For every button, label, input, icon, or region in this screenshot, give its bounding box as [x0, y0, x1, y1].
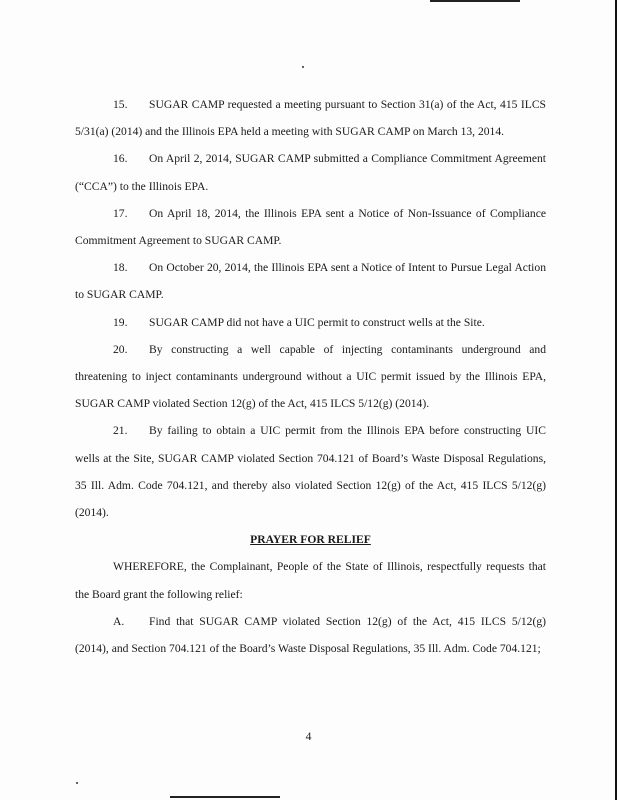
numbered-paragraph: [75, 91, 546, 145]
scan-artifact-dot: [76, 782, 78, 784]
paragraph-text: On April 18, 2014, the Illinois EPA sent a Notice of Non-Issuance of Compliance Commitment Agreement to SUGAR CAMP.: [75, 206, 546, 248]
paragraph-text: By failing to obtain a UIC permit from the Illinois EPA before constructing UIC wells at the Site, SUGAR CAMP violated Section 704.121 of Board’s Waste Disposal Regulations, 35 Ill. Adm. Code 704.121, and thereby also violated Section 12(g) of the Act, 415 ILCS 5/12(g) (2014).: [75, 424, 546, 520]
numbered-paragraph: [75, 254, 546, 308]
paragraph-text: By constructing a well capable of injecting contaminants underground and threatening to inject contaminants underground without a UIC permit issued by the Illinois EPA, SUGAR CAMP violated Section 12(g) of the Act, 415 ILCS 5/12(g) (2014).: [75, 342, 546, 411]
paragraph-text: On April 2, 2014, SUGAR CAMP submitted a Compliance Commitment Agreement (“CCA”) to the Illinois EPA.: [75, 152, 546, 193]
relief-letter: A.: [113, 614, 125, 628]
wherefore-paragraph: WHEREFORE, the Complainant, People of the State of Illinois, respectfully requests that the Board grant the following relief:: [75, 560, 546, 601]
scan-artifact-dot: [302, 66, 304, 68]
paragraph-number: 20.: [113, 342, 128, 356]
numbered-paragraph: [75, 417, 546, 526]
paragraph-text: SUGAR CAMP requested a meeting pursuant to Section 31(a) of the Act, 415 ILCS 5/31(a) (2014) and the Illinois EPA held a meeting with SUGAR CAMP on March 13, 2014.: [75, 98, 546, 139]
scan-artifact-line: [170, 796, 280, 798]
paragraph-number: 17.: [113, 206, 128, 220]
paragraph-number: 21.: [113, 424, 128, 438]
numbered-paragraph: [75, 336, 546, 418]
document-body: [75, 91, 546, 662]
paragraph-text: On October 20, 2014, the Illinois EPA sent a Notice of Intent to Pursue Legal Action to SUGAR CAMP.: [75, 261, 546, 302]
relief-item: [75, 608, 546, 662]
page-number: 4: [305, 730, 312, 743]
paragraph-number: 19.: [113, 315, 128, 329]
numbered-paragraph: [75, 200, 546, 254]
numbered-paragraph: [75, 309, 546, 336]
paragraph-number: 18.: [113, 261, 128, 275]
section-heading: PRAYER FOR RELIEF: [250, 533, 371, 547]
scan-artifact-line: [430, 0, 520, 2]
paragraph-number: 16.: [113, 152, 128, 166]
relief-text: Find that SUGAR CAMP violated Section 12(g) of the Act, 415 ILCS 5/12(g) (2014), and Section 704.121 of the Board’s Waste Disposal Regulations, 35 Ill. Adm. Code 704.121;: [75, 614, 546, 656]
numbered-paragraph: [75, 145, 546, 199]
paragraph-text: SUGAR CAMP did not have a UIC permit to construct wells at the Site.: [149, 315, 485, 329]
paragraph-number: 15.: [113, 98, 128, 111]
